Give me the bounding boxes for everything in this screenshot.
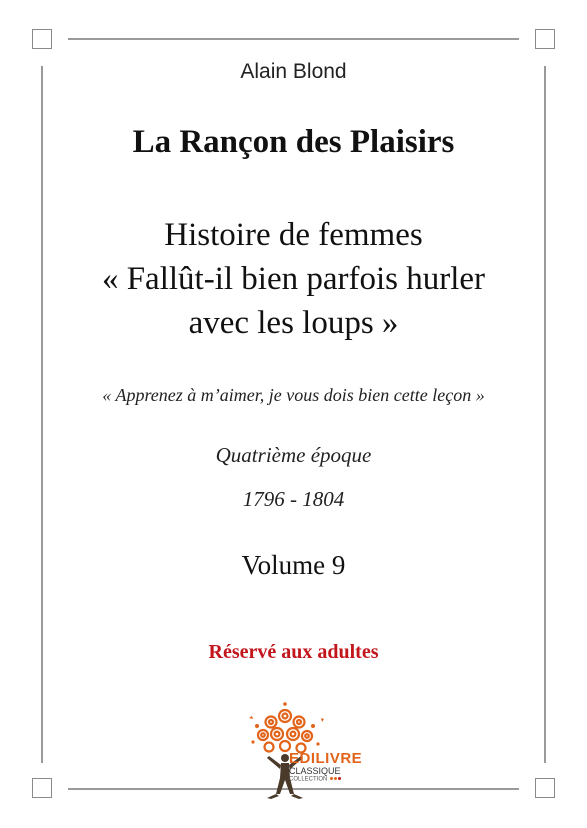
corner-bottom-left bbox=[32, 778, 52, 798]
subtitle-line: « Fallût-il bien parfois hurler bbox=[101, 261, 486, 297]
book-subtitle bbox=[0, 213, 587, 345]
subtitle-line: Histoire de femmes bbox=[164, 217, 423, 253]
corner-top-left bbox=[32, 29, 52, 49]
author-name: Alain Blond bbox=[240, 60, 347, 83]
corner-bottom-right bbox=[535, 778, 555, 798]
collection-label: COLLECTION bbox=[289, 776, 328, 783]
epigraph-quote: « Apprenez à m’aimer, je vous dois bien cette leçon » bbox=[102, 385, 485, 405]
epoch-label: Quatrième époque bbox=[215, 443, 372, 467]
adult-rating-label: Réservé aux adultes bbox=[208, 641, 379, 663]
subtitle-line: avec les loups » bbox=[188, 305, 399, 341]
corner-top-right bbox=[535, 29, 555, 49]
book-title: La Rançon des Plaisirs bbox=[132, 124, 455, 160]
publisher-collection bbox=[289, 776, 362, 783]
frame-top-line bbox=[68, 38, 519, 40]
volume-label: Volume 9 bbox=[241, 550, 346, 580]
publisher-name: EDILIVRE bbox=[289, 750, 363, 767]
year-range: 1796 - 1804 bbox=[242, 487, 345, 511]
collection-dots-icon bbox=[329, 776, 341, 782]
publisher-line: CLASSIQUE bbox=[289, 766, 341, 776]
publisher-brand bbox=[289, 750, 362, 783]
